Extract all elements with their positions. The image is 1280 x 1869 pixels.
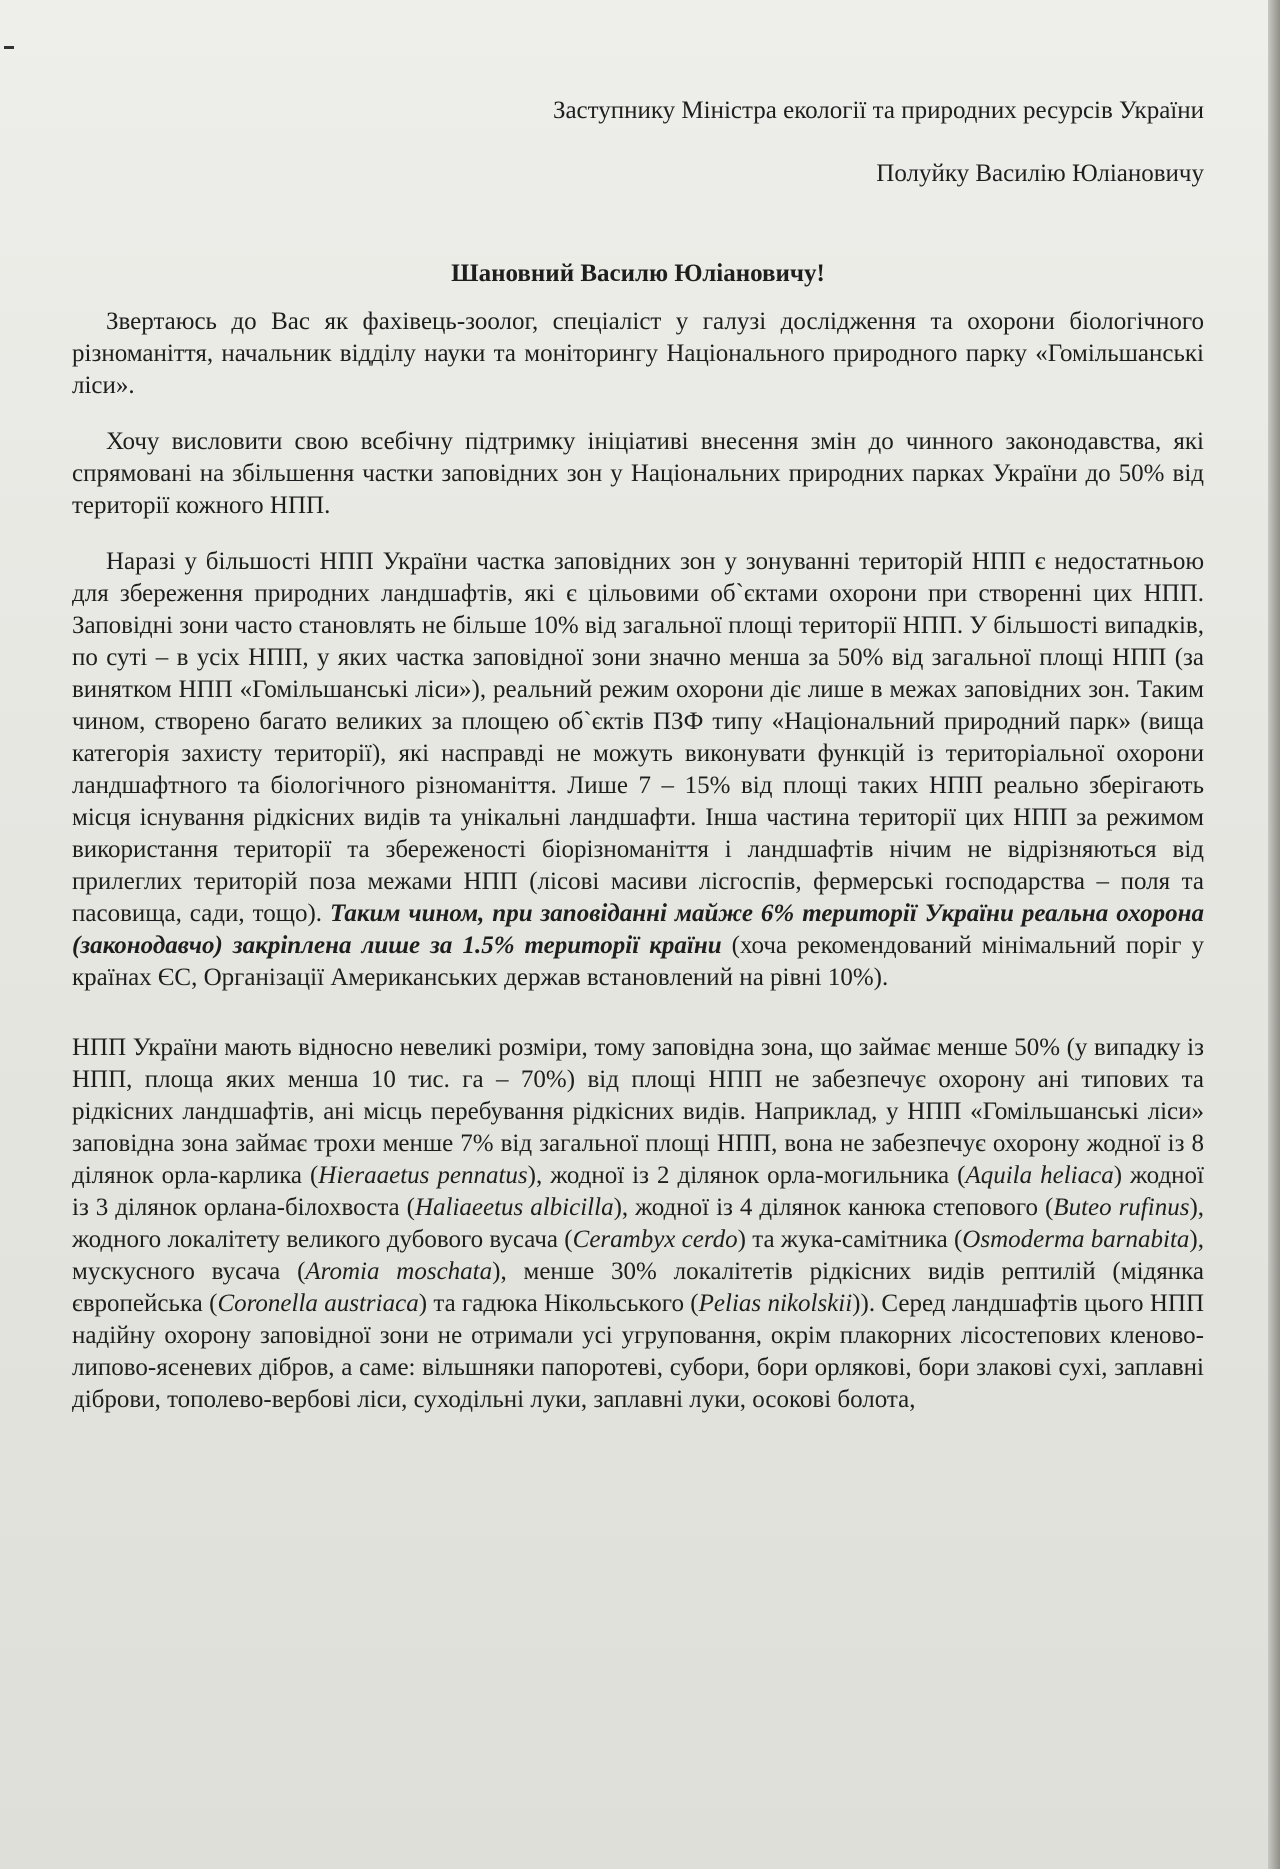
page-edge-shadow — [1268, 0, 1280, 1869]
addressee-position: Заступнику Міністра екології та природних ресурсів України — [552, 97, 1204, 124]
paragraph-text: НПП України мають відносно невеликі розміри, тому заповідна зона, що займає менше 50% (у випадку із НПП, площа яких менша 10 тис. га – 70%) від площі НПП не забезпечує охорону ані типових та рідкісних ландшафтів, ані місць перебування рідкісних видів. Наприклад, у НПП «Гомільшанські ліси» заповідна зона займає трохи менше 7% від загальної площі НПП, вона не забезпечує охорону жодної із 8 ділянок орла-карлика ( — [72, 1034, 1204, 1189]
species-name: Hieraaetus pennatus — [318, 1162, 528, 1189]
paragraph-text: ), менше 30% локалітетів рідкісних видів рептилій (мідянка європейська ( — [72, 1258, 1204, 1317]
paragraph-text: ) та гадюка Нікольського ( — [418, 1290, 699, 1317]
species-name: Coronella austriaca — [217, 1290, 419, 1317]
paragraph-introduction: Звертаюсь до Вас як фахівець-зоолог, спеціаліст у галузі дослідження та охорони біологічного різноманіття, начальник відділу науки та моніторингу Національного природного парку «Гомільшанські ліси». — [72, 308, 1204, 399]
species-name: Osmoderma barnabita — [962, 1226, 1190, 1253]
paragraph-text: (хоча рекомендований мінімальний поріг у країнах ЄС, Організації Американських держав встановлений на рівні 10%). — [72, 932, 1205, 991]
species-name: Buteo rufinus — [1053, 1194, 1190, 1221]
paragraph-text: ) жодної із 3 ділянок орлана-білохвоста ( — [72, 1162, 1204, 1221]
paragraph-text: )). Серед ландшафтів цього НПП надійну охорону заповідної зони не отримали усі угруповання, окрім плакорних лісостепових кленово-липово-ясеневих дібров, а саме: вільшняки папоротеві, субори, бори орлякові, бори злакові сухі, заплавні діброви, тополево-вербові ліси, суходільні луки, заплавні луки, осокові болота, — [72, 1290, 1204, 1413]
species-name: Aquila heliaca — [965, 1162, 1114, 1189]
species-name: Cerambyx cerdo — [572, 1226, 738, 1253]
paragraph-text: ) та жука-самітника ( — [737, 1226, 963, 1253]
addressee-block — [72, 95, 1204, 190]
addressee-name: Полуйку Василію Юліановичу — [876, 159, 1204, 187]
binding-mark — [4, 46, 14, 49]
paragraph-text: ), жодної із 4 ділянок канюка степового ( — [613, 1194, 1054, 1221]
species-name: Pelias nikolskii — [698, 1290, 853, 1317]
paragraph-current-situation — [72, 546, 1204, 994]
species-name: Aromia moschata — [305, 1258, 493, 1285]
paragraph-example — [72, 1032, 1204, 1416]
salutation: Шановний Василю Юліановичу! — [451, 260, 825, 287]
paragraph-text: ), жодного локалітету великого дубового вусача ( — [72, 1194, 1205, 1253]
paragraph-text: ), мускусного вусача ( — [72, 1226, 1204, 1285]
paragraph-support: Хочу висловити свою всебічну підтримку ініціативі внесення змін до чинного законодавства, які спрямовані на збільшення частки заповідних зон у Національних природних парках України до 50% від території кожного НПП. — [72, 428, 1204, 519]
species-name: Haliaeetus albicilla — [414, 1194, 614, 1221]
paragraph-text: ), жодної із 2 ділянок орла-могильника ( — [527, 1162, 966, 1189]
emphasized-conclusion: Таким чином, при заповіданні майже 6% території України реальна охорона (законодавчо) закріплена лише за 1.5% території країни — [72, 900, 1205, 959]
paragraph-text: Наразі у більшості НПП України частка заповідних зон у зонуванні територій НПП є недостатньою для збереження природних ландшафтів, які є цільовими об`єктами охорони при створенні цих НПП. Заповідні зони часто становлять не більше 10% від загальної площі території НПП. У більшості випадків, по суті – в усіх НПП, у яких частка заповідної зони значно менша за 50% від загальної площі НПП (за винятком НПП «Гомільшанські ліси»), реальний режим охорони діє лише в межах заповідних зон. Таким чином, створено багато великих за площею об`єктів ПЗФ типу «Національний природний парк» (вища категорія захисту території), які насправді не можуть виконувати функцій із територіальної охорони ландшафтного та біологічного різноманіття. Лише 7 – 15% від площі таких НПП реально зберігають місця існування рідкісних видів та унікальні ландшафти. Інша частина території цих НПП за режимом використання території та збереженості біорізноманіття і ландшафтів нічим не відрізняються від прилеглих територій поза межами НПП (лісові масиви лісгоспів, фермерські господарства – поля та пасовища, сади, тощо). — [72, 548, 1204, 927]
